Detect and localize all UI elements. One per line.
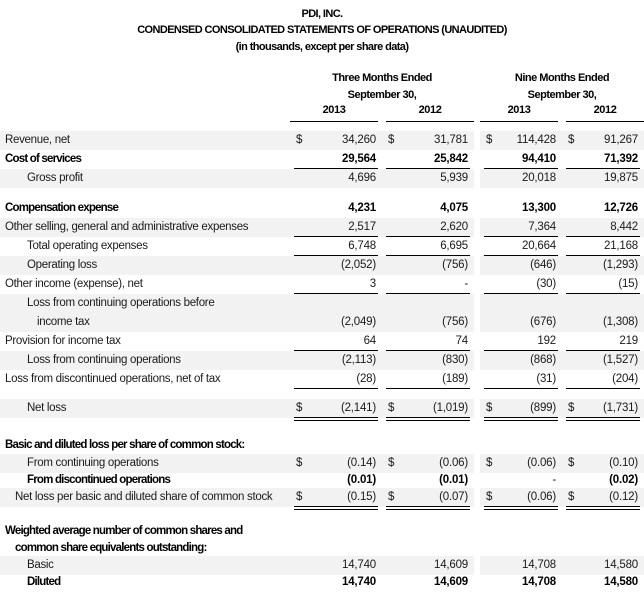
units-note: (in thousands, except per share data) xyxy=(235,41,409,53)
table-row-cost-of-services xyxy=(0,150,644,169)
cell-value: 4,075 xyxy=(440,202,468,214)
cell-value: 2,620 xyxy=(440,221,468,233)
dollar-sign: $ xyxy=(568,491,575,503)
cell-value: 14,740 xyxy=(342,559,376,571)
row-label: Revenue, net xyxy=(0,131,290,150)
row-label: Other selling, general and administrative expenses xyxy=(0,218,290,237)
cell-value: 29,564 xyxy=(342,153,376,165)
row-label: Net loss xyxy=(0,399,290,418)
cell-value: 71,392 xyxy=(604,153,638,165)
table-row-loss-before-tax xyxy=(0,294,644,332)
dollar-sign: $ xyxy=(568,402,575,414)
cell-value: 14,580 xyxy=(604,559,638,571)
cell-value: 20,664 xyxy=(522,240,556,252)
cell-value: (0.10) xyxy=(609,457,638,469)
row-label: Cost of services xyxy=(5,153,82,165)
cell-value: 19,875 xyxy=(604,172,638,184)
cell-value: (0.01) xyxy=(347,474,376,486)
row-label: From continuing operations xyxy=(0,454,290,473)
col-group-nine-months-date: September 30, xyxy=(527,89,597,101)
company-name: PDI, INC. xyxy=(301,8,343,20)
col-header-9m-2013: 2013 xyxy=(480,104,558,122)
dollar-sign: $ xyxy=(486,134,493,146)
col-header-3m-2013: 2013 xyxy=(290,104,378,122)
table-row-gross-profit xyxy=(0,169,644,188)
row-label xyxy=(0,294,290,332)
table-row-shares-diluted xyxy=(0,573,644,592)
cell-value: 4,231 xyxy=(348,202,376,214)
col-group-nine-months: Nine Months Ended xyxy=(514,72,610,84)
dollar-sign: $ xyxy=(568,134,575,146)
cell-value: 3 xyxy=(369,278,376,290)
row-label: Gross profit xyxy=(0,169,290,188)
cell-value: (31) xyxy=(536,373,556,385)
table-row-loss-continuing-ops xyxy=(0,351,644,370)
dollar-sign: $ xyxy=(568,457,575,469)
table-row-compensation-expense xyxy=(0,199,644,218)
cell-value: 192 xyxy=(537,335,556,347)
table-row-other-income xyxy=(0,275,644,294)
cell-value: (0.06) xyxy=(527,457,556,469)
cell-value: (204) xyxy=(612,373,638,385)
table-row-net-loss xyxy=(0,399,644,418)
cell-value: 14,609 xyxy=(434,576,468,588)
dollar-sign: $ xyxy=(388,491,395,503)
cell-value: (0.14) xyxy=(347,457,376,469)
cell-value: (0.12) xyxy=(609,491,638,503)
cell-value: (2,049) xyxy=(340,316,376,328)
dollar-sign: $ xyxy=(296,491,303,503)
cell-value: (1,019) xyxy=(432,402,468,414)
cell-value: 94,410 xyxy=(522,153,556,165)
table-row-other-sga xyxy=(0,218,644,237)
cell-value: 14,580 xyxy=(604,576,638,588)
cell-value: (2,052) xyxy=(340,259,376,271)
cell-value: (189) xyxy=(442,373,468,385)
cell-value: 34,260 xyxy=(342,134,376,146)
dollar-sign: $ xyxy=(296,402,303,414)
row-label: From discontinued operations xyxy=(27,474,171,486)
cell-value: (28) xyxy=(356,373,376,385)
cell-value: (899) xyxy=(530,402,556,414)
row-label: common share equivalents outstanding: xyxy=(15,542,207,554)
cell-value: 5,939 xyxy=(440,172,468,184)
section-header-per-share xyxy=(0,436,644,455)
cell-value: 21,168 xyxy=(604,240,638,252)
cell-value: 20,018 xyxy=(522,172,556,184)
cell-value: 4,696 xyxy=(348,172,376,184)
cell-value: (0.15) xyxy=(347,491,376,503)
cell-value: (756) xyxy=(442,259,468,271)
cell-value: 2,517 xyxy=(348,221,376,233)
cell-value: 12,726 xyxy=(604,202,638,214)
col-group-three-months-date: September 30, xyxy=(347,89,417,101)
dollar-sign: $ xyxy=(388,457,395,469)
cell-value: - xyxy=(464,278,468,290)
cell-value: 74 xyxy=(455,335,468,347)
col-header-9m-2012: 2012 xyxy=(566,104,644,122)
cell-value: 114,428 xyxy=(516,134,556,146)
cell-value: 31,781 xyxy=(434,134,468,146)
col-header-3m-2012: 2012 xyxy=(386,104,474,122)
cell-value: (1,293) xyxy=(602,259,638,271)
row-label: Compensation expense xyxy=(5,202,119,214)
dollar-sign: $ xyxy=(388,134,395,146)
row-label: Loss from discontinued operations, net of tax xyxy=(5,373,221,385)
cell-value: 7,364 xyxy=(528,221,556,233)
dollar-sign: $ xyxy=(486,457,493,469)
cell-value: (1,308) xyxy=(602,316,638,328)
cell-value: (0.07) xyxy=(439,491,468,503)
cell-value: (0.02) xyxy=(609,474,638,486)
cell-value: 14,708 xyxy=(522,559,556,571)
cell-value: - xyxy=(552,474,556,486)
table-row-eps-net-loss xyxy=(0,488,644,507)
table-row-provision-income-tax xyxy=(0,332,644,351)
cell-value: (676) xyxy=(530,316,556,328)
cell-value: (0.06) xyxy=(527,491,556,503)
cell-value: 6,748 xyxy=(348,240,376,252)
cell-value: (868) xyxy=(530,354,556,366)
cell-value: (830) xyxy=(442,354,468,366)
cell-value: 14,609 xyxy=(434,559,468,571)
row-label: Weighted average number of common shares and xyxy=(5,525,243,537)
dollar-sign: $ xyxy=(486,491,493,503)
table-row-total-operating-expenses xyxy=(0,237,644,256)
cell-value: 25,842 xyxy=(434,153,468,165)
cell-value: (15) xyxy=(618,278,638,290)
table-row-revenue xyxy=(0,131,644,150)
row-label: Loss from continuing operations xyxy=(0,351,290,370)
cell-value: 219 xyxy=(619,335,638,347)
cell-value: (30) xyxy=(536,278,556,290)
cell-value: 64 xyxy=(363,335,376,347)
row-label: Net loss per basic and diluted share of common stock xyxy=(0,488,290,507)
cell-value: (756) xyxy=(442,316,468,328)
cell-value: (1,731) xyxy=(602,402,638,414)
cell-value: (2,113) xyxy=(341,354,376,366)
table-row-operating-loss xyxy=(0,256,644,275)
cell-value: 6,695 xyxy=(440,240,468,252)
row-label: Other income (expense), net xyxy=(5,278,143,290)
dollar-sign: $ xyxy=(388,402,395,414)
statement-title: CONDENSED CONSOLIDATED STATEMENTS OF OPERATIONS (UNAUDITED) xyxy=(137,24,507,36)
table-row-loss-discontinued-ops xyxy=(0,370,644,389)
dollar-sign: $ xyxy=(296,457,303,469)
row-label: Operating loss xyxy=(0,256,290,275)
dollar-sign: $ xyxy=(486,402,493,414)
row-label-line2: income tax xyxy=(37,316,90,328)
row-label: Diluted xyxy=(27,576,61,588)
row-label: Provision for income tax xyxy=(5,335,121,347)
row-label-line1: Loss from continuing operations before xyxy=(27,297,215,309)
col-group-three-months: Three Months Ended xyxy=(332,72,432,84)
cell-value: (0.06) xyxy=(439,457,468,469)
cell-value: 13,300 xyxy=(522,202,556,214)
row-label: Basic xyxy=(0,556,290,575)
row-label: Basic and diluted loss per share of common stock: xyxy=(5,439,245,451)
cell-value: 14,708 xyxy=(522,576,556,588)
cell-value: (2,141) xyxy=(340,402,376,414)
cell-value: 91,267 xyxy=(604,134,638,146)
row-label: Total operating expenses xyxy=(27,240,148,252)
cell-value: (1,527) xyxy=(602,354,638,366)
cell-value: (0.01) xyxy=(439,474,468,486)
cell-value: (646) xyxy=(530,259,556,271)
cell-value: 14,740 xyxy=(342,576,376,588)
dollar-sign: $ xyxy=(296,134,303,146)
cell-value: 8,442 xyxy=(610,221,638,233)
